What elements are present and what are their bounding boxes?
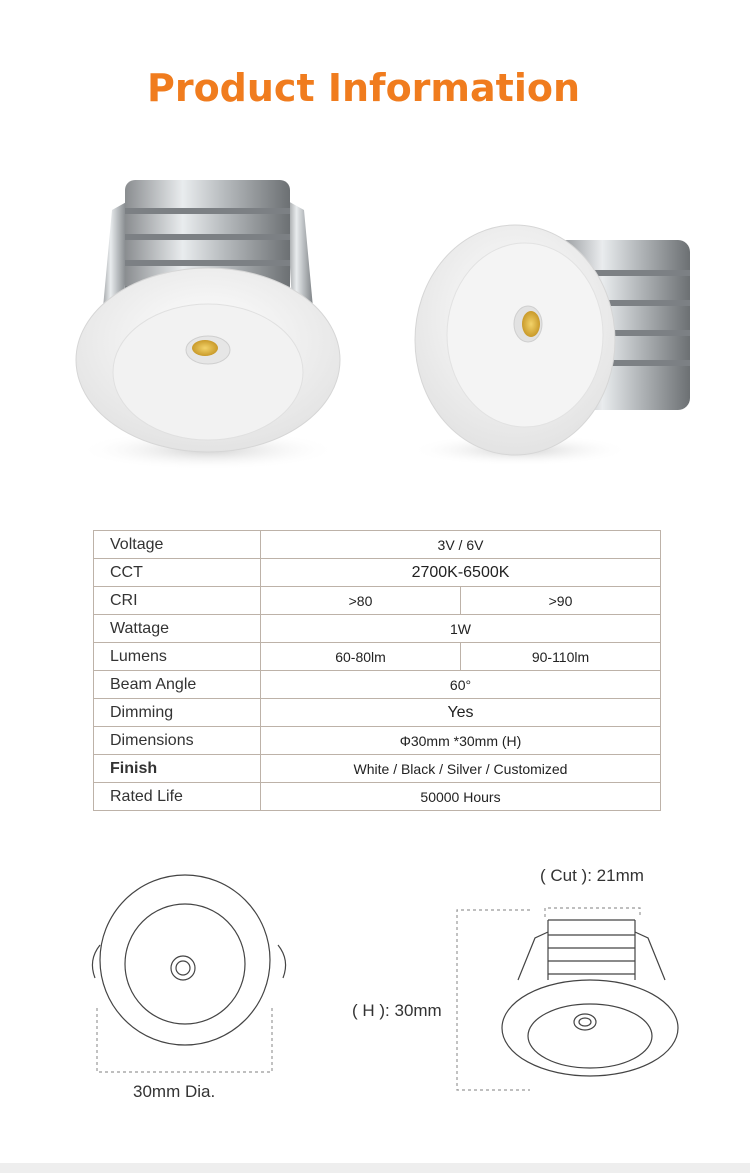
downlight-front-view xyxy=(76,180,340,470)
spec-value: Φ30mm *30mm (H) xyxy=(261,727,661,755)
spec-value: 60° xyxy=(261,671,661,699)
spec-row-wattage xyxy=(94,615,661,643)
bottom-divider xyxy=(0,1163,750,1173)
spec-label: Lumens xyxy=(94,643,261,671)
spec-label: Dimming xyxy=(94,699,261,727)
product-photos xyxy=(0,150,750,480)
cut-label: ( Cut ): 21mm xyxy=(540,866,644,885)
height-label: ( H ): 30mm xyxy=(352,1001,442,1020)
spec-row-dimensions xyxy=(94,727,661,755)
spec-row-rated-life xyxy=(94,783,661,811)
diameter-label: 30mm Dia. xyxy=(133,1082,216,1101)
dimension-drawings xyxy=(0,860,750,1120)
spec-row-beam-angle xyxy=(94,671,661,699)
spec-row-lumens xyxy=(94,643,661,671)
spec-row-dimming xyxy=(94,699,661,727)
spec-value: >90 xyxy=(461,587,661,615)
spec-value: 50000 Hours xyxy=(261,783,661,811)
downlight-angled-view xyxy=(410,225,690,466)
spec-table xyxy=(93,530,661,811)
spec-value: 3V / 6V xyxy=(261,531,661,559)
spec-label: Finish xyxy=(94,755,261,783)
spec-value: Yes xyxy=(261,699,661,727)
spec-label: Voltage xyxy=(94,531,261,559)
spec-label: Beam Angle xyxy=(94,671,261,699)
spec-value: 1W xyxy=(261,615,661,643)
spec-label: Wattage xyxy=(94,615,261,643)
spec-label: Dimensions xyxy=(94,727,261,755)
spec-label: Rated Life xyxy=(94,783,261,811)
spec-label: CRI xyxy=(94,587,261,615)
side-view-drawing xyxy=(457,908,678,1090)
spec-value: White / Black / Silver / Customized xyxy=(261,755,661,783)
spec-value: >80 xyxy=(261,587,461,615)
spec-row-finish xyxy=(94,755,661,783)
spec-value: 90-110lm xyxy=(461,643,661,671)
spec-row-cri xyxy=(94,587,661,615)
spec-label: CCT xyxy=(94,559,261,587)
spec-row-voltage xyxy=(94,531,661,559)
spec-value: 60-80lm xyxy=(261,643,461,671)
spec-value: 2700K-6500K xyxy=(261,559,661,587)
page-title: Product Information xyxy=(146,66,581,110)
top-view-drawing xyxy=(92,875,285,1072)
spec-row-cct xyxy=(94,559,661,587)
